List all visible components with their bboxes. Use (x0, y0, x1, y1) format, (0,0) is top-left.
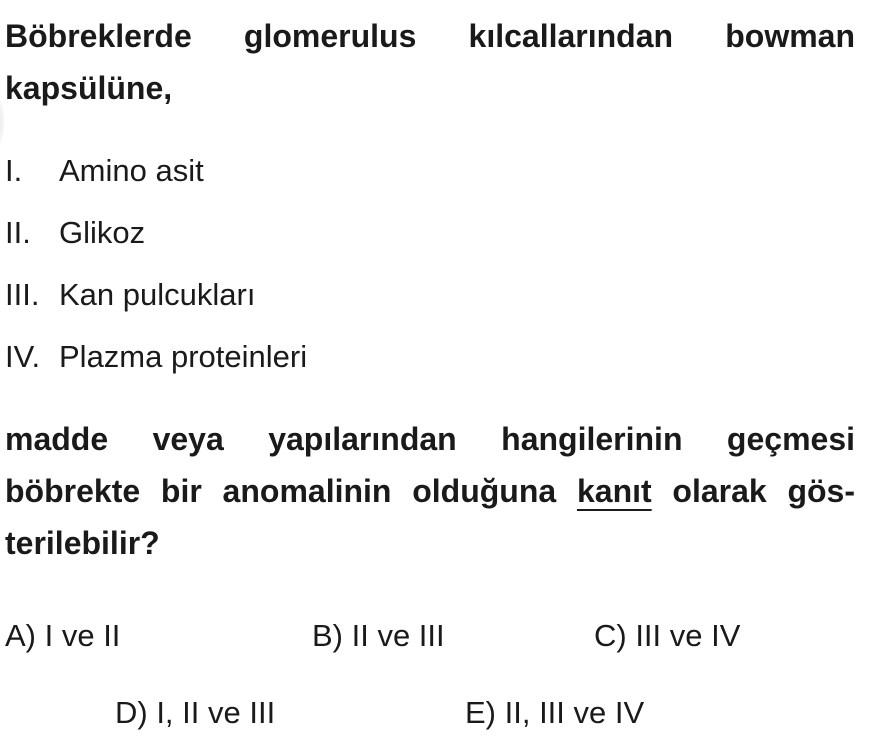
list-item (5, 326, 307, 388)
list-item (5, 264, 307, 326)
stem-bottom-before: madde veya yapılarından hangilerinin geçmesi böbrekte bir anomalinin olduğuna (5, 421, 855, 509)
question-stem-top: Böbreklerde glomerulus kılcallarından bowman kapsülüne, (5, 18, 855, 106)
stem-bottom-after: olarak gös-terilebilir? (5, 473, 856, 561)
item-numeral: III. (5, 277, 40, 312)
list-item (5, 140, 307, 202)
question-stem-bottom (5, 413, 855, 569)
item-numeral: IV. (5, 339, 41, 374)
option-b[interactable]: B) II ve III (312, 618, 445, 653)
item-text: Glikoz (59, 215, 146, 250)
item-text: Plazma proteinleri (59, 339, 308, 374)
option-d[interactable]: D) I, II ve III (115, 695, 276, 730)
item-numeral: I. (5, 153, 23, 188)
item-numeral: II. (5, 215, 31, 250)
option-a[interactable]: A) I ve II (5, 618, 121, 653)
option-e[interactable]: E) II, III ve IV (465, 695, 645, 730)
page-edge-shadow (0, 100, 4, 144)
item-list (5, 140, 307, 388)
item-text: Kan pulcukları (59, 277, 256, 312)
item-text: Amino asit (59, 153, 204, 188)
option-c[interactable]: C) III ve IV (594, 618, 741, 653)
emphasis-word: kanıt (576, 473, 652, 509)
list-item (5, 202, 307, 264)
